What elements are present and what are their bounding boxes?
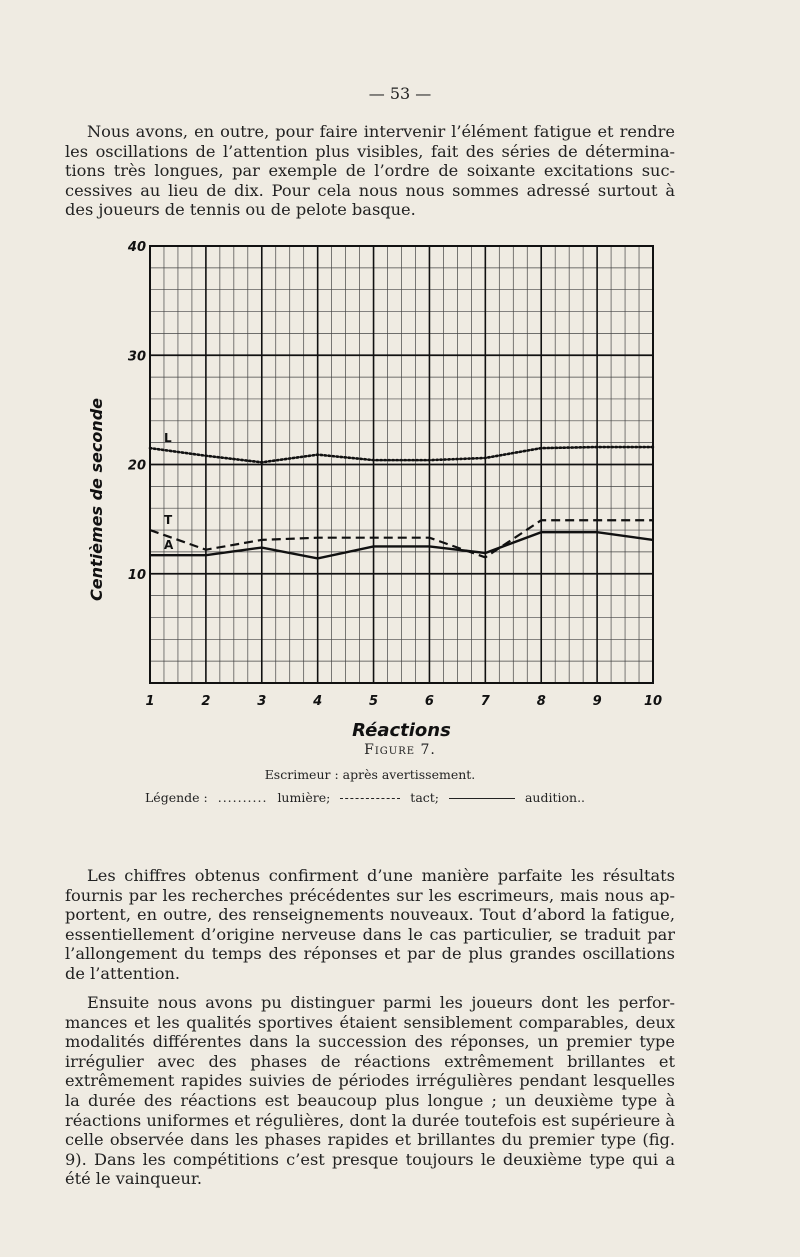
data-point-audition — [596, 531, 598, 533]
data-point-lumière — [317, 454, 319, 456]
body-paragraph-1 — [65, 866, 675, 984]
x-tick-label: 7 — [480, 694, 490, 709]
legend-dots: .......... — [217, 790, 268, 805]
legend-tact: tact; — [410, 790, 440, 805]
data-point-lumière — [149, 447, 151, 449]
intro-paragraph — [65, 122, 675, 220]
chart-labels-layer — [87, 240, 662, 738]
data-point-lumière — [261, 462, 263, 464]
body-paragraph-2 — [65, 993, 675, 1189]
x-tick-label: 6 — [424, 694, 434, 709]
body-paragraph-2-text: Ensuite nous avons pu distinguer parmi les joueurs dont les perfor-mances et les qualités sportives étaient sensiblement comparables, deux modalités différentes dans la succession des réponses, un premier type irrégulier avec des phases de réactions extrêmement brillantes et extrêmement rapides suivies de périodes irrégulières pendant lesquelles la durée des réactions est beaucoup plus longue ; un deuxième type à réactions uniformes et régulières, dont la durée toutefois est supérieure à celle observée dans les phases rapides et brillantes du premier type (fig. 9). Dans les compétitions c’est presque toujours le deuxième type qui a été le vainqueur. — [65, 993, 675, 1189]
series-label: A — [164, 538, 174, 553]
y-axis-label: Centièmes de seconde — [87, 397, 106, 602]
x-axis-label: Réactions — [352, 720, 451, 738]
legend-audition: audition.. — [524, 790, 586, 805]
x-tick-label: 8 — [536, 694, 546, 709]
data-point-audition — [373, 546, 375, 548]
data-point-lumière — [429, 459, 431, 461]
data-point-audition — [652, 539, 654, 541]
data-point-tact — [149, 529, 151, 531]
series-label: L — [164, 431, 172, 446]
data-point-tact — [373, 537, 375, 539]
y-tick-label: 10 — [127, 567, 146, 583]
data-point-tact — [429, 537, 431, 539]
y-tick-label: 20 — [127, 458, 146, 474]
data-point-lumière — [652, 446, 654, 448]
figure-legend — [145, 790, 591, 805]
y-tick-label: 40 — [127, 240, 146, 255]
legend-lumiere: lumière; — [277, 790, 331, 805]
x-tick-label: 3 — [257, 694, 267, 709]
intro-paragraph-text: Nous avons, en outre, pour faire intervenir l’élément fatigue et rendre les oscillations de l’attention plus visibles, fait des séries de détermina-tions très longues, par exemple de l’ordre de soixante excitations suc-cessives au lieu de dix. Pour cela nous nous sommes adressé surtout à des joueurs de tennis ou de pelote basque. — [65, 122, 675, 220]
legend-solid-swatch — [449, 798, 515, 799]
data-point-lumière — [485, 457, 487, 459]
legend-dash-swatch — [340, 798, 400, 799]
figure-subtitle: Escrimeur : après avertissement. — [264, 767, 476, 782]
data-point-audition — [205, 554, 207, 556]
data-point-lumière — [540, 447, 542, 449]
page-number: — 53 — — [368, 84, 432, 103]
x-tick-label: 2 — [201, 694, 211, 709]
data-point-audition — [429, 546, 431, 548]
data-point-lumière — [373, 459, 375, 461]
data-point-tact — [205, 549, 207, 551]
data-point-tact — [485, 557, 487, 559]
x-tick-label: 4 — [313, 694, 323, 709]
x-tick-label: 9 — [592, 694, 602, 709]
series-label: T — [164, 513, 173, 528]
data-point-tact — [261, 539, 263, 541]
data-point-tact — [317, 537, 319, 539]
x-tick-label: 5 — [369, 694, 379, 709]
data-point-audition — [485, 552, 487, 554]
data-point-tact — [596, 519, 598, 521]
data-point-audition — [317, 558, 319, 560]
data-point-audition — [540, 531, 542, 533]
data-point-tact — [540, 519, 542, 521]
reaction-time-chart — [80, 238, 680, 738]
data-point-audition — [149, 554, 151, 556]
x-tick-label: 10 — [643, 694, 663, 709]
data-point-tact — [652, 519, 654, 521]
data-point-audition — [261, 547, 263, 549]
body-paragraph-1-text: Les chiffres obtenus confirment d’une manière parfaite les résultats fournis par les recherches précédentes sur les escrimeurs, mais nous ap-portent, en outre, des renseignements nouveaux. Tout d’abord la fatigue, essentiellement d’origine nerveuse dans le cas particulier, se traduit par l’allongement du temps des réponses et par de plus grandes oscillations de l’attention. — [65, 866, 675, 983]
y-tick-label: 30 — [127, 349, 146, 365]
figure-title: Figure 7. — [364, 742, 436, 758]
data-point-lumière — [205, 455, 207, 457]
legend-label: Légende : — [145, 790, 208, 805]
x-tick-label: 1 — [145, 694, 155, 709]
data-point-lumière — [596, 446, 598, 448]
